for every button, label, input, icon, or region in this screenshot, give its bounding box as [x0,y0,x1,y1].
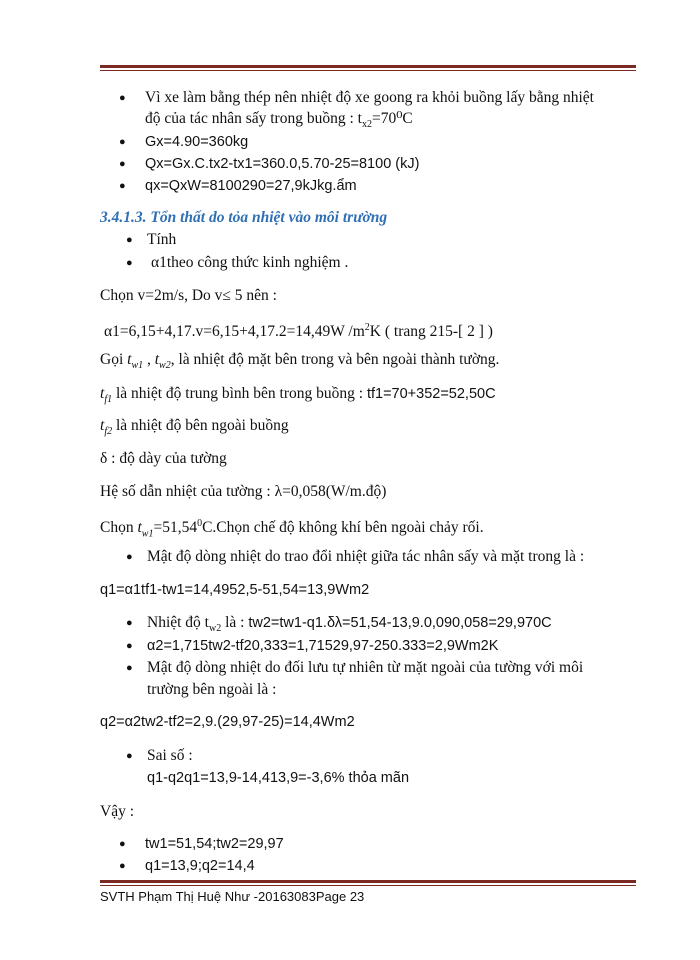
bullet-text: Gx=4.90=360kg [145,134,249,150]
bullet-text: tw1=51,54;tw2=29,97 [145,836,284,852]
bullet-marker: ● [119,136,126,148]
bullet-text: Tính [147,231,177,248]
bullet-text-cont: độ của tác nhân sấy trong buồng : $t_{x2}=70^0C$ [145,110,413,131]
equation: q1=α1tf1-tw1=14,4952,5-51,54=13,9Wm2 [100,582,370,598]
bullet-marker: ● [126,640,133,652]
bullet-text: Vì xe làm bằng thép nên nhiệt độ xe goong ra khỏi buồng lấy bằng nhiệt [145,89,594,106]
paragraph: $t_{f1}$ là nhiệt độ trung bình bên trong buồng : tf1=70+352=52,50C [100,385,496,406]
bullet-text: Mật độ dòng nhiệt do đối lưu tự nhiên từ mặt ngoài của tường với môi [147,659,584,676]
bullet-text: qx=QxW=8100290=27,9kJkg.ẩm [145,178,357,194]
bullet-marker: ● [126,257,133,269]
footer-rule [100,880,636,886]
bullet-marker: ● [119,838,126,850]
equation: q2=α2tw2-tf2=2,9.(29,97-25)=14,4Wm2 [100,714,355,730]
paragraph: $t_{f2}$ là nhiệt độ bên ngoài buồng [100,417,289,438]
bullet-marker: ● [126,662,133,674]
equation: q1-q2q1=13,9-14,413,9=-3,6% thỏa mãn [147,770,410,786]
bullet-marker: ● [126,551,133,563]
section-heading: 3.4.1.3. Tổn thất do tỏa nhiệt vào môi trường [100,209,388,226]
paragraph: Chọn v=2m/s, Do v≤ 5 nên : [100,287,277,304]
bullet-text-cont: trường bên ngoài là : [147,681,277,698]
paragraph: Hệ số dẫn nhiệt của tường : λ=0,058(W/m.độ) [100,483,387,500]
paragraph: δ : độ dày của tường [100,450,227,467]
paragraph: Vậy : [100,803,135,820]
paragraph: Chọn $t_{w1}=51,54^0C.Chọn$ chế độ không khí bên ngoài chảy rối. [100,518,484,540]
bullet-text: Mật độ dòng nhiệt do trao đổi nhiệt giữa tác nhân sấy và mặt trong là : [147,548,585,565]
bullet-marker: ● [119,180,126,192]
bullet-text: q1=13,9;q2=14,4 [145,858,255,874]
page-footer: SVTH Phạm Thị Huệ Như -20163083Page 23 [100,889,365,904]
bullet-text: α2=1,715tw2-tf20,333=1,71529,97-250.333=2,9Wm2K [147,638,499,654]
bullet-marker: ● [119,158,126,170]
bullet-text: α1theo công thức kinh nghiệm . [151,254,349,271]
header-rule [100,65,636,71]
bullet-text: Nhiệt độ $t_{w2}$ là : tw2=tw1-q1.δλ=51,54-13,9.0,090,058=29,970C [147,614,552,635]
bullet-marker: ● [119,92,126,104]
paragraph: Gọi $t_{w1}$ , $t_{w2}$, là nhiệt độ mặt bên trong và bên ngoài thành tường. [100,351,500,372]
bullet-marker: ● [126,617,133,629]
equation: α1=6,15+4,17.v=6,15+4,17.2=14,49W $/m^2K$ ( trang 215-[ 2 ] ) [104,322,493,341]
bullet-marker: ● [119,860,126,872]
bullet-marker: ● [126,750,133,762]
bullet-text: Qx=Gx.C.tx2-tx1=360.0,5.70-25=8100 (kJ) [145,156,420,172]
bullet-text: Sai số : [147,747,193,764]
bullet-marker: ● [126,234,133,246]
